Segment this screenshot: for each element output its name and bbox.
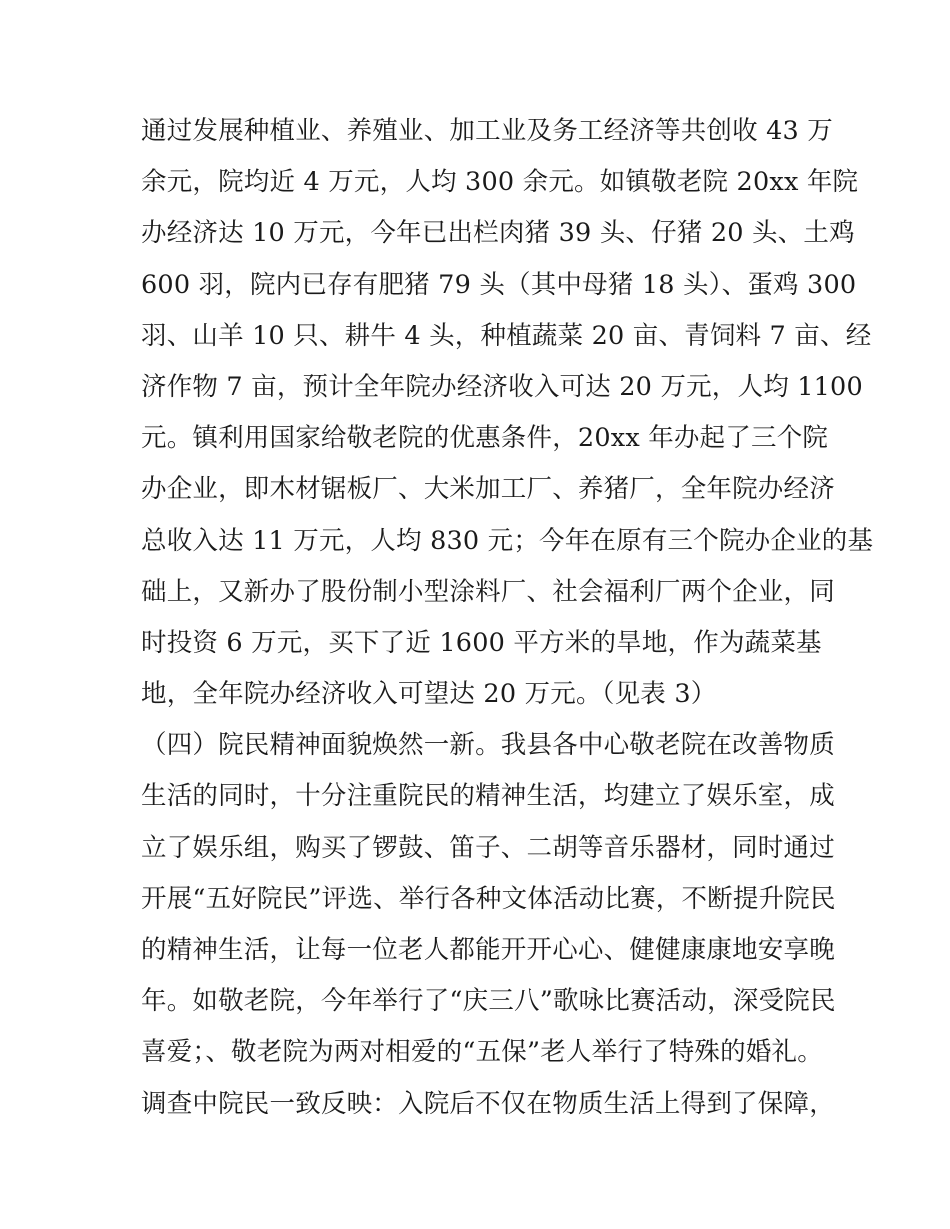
text-line: 办经济达 10 万元，今年已出栏肉猪 39 头、仔猪 20 头、土鸡 (141, 218, 855, 249)
text-line: 础上，又新办了股份制小型涂料厂、社会福利厂两个企业，同 (141, 576, 835, 607)
text-line: 调查中院民一致反映：入院后不仅在物质生活上得到了保障， (141, 1088, 835, 1119)
text-line: 办企业，即木材锯板厂、大米加工厂、养猪厂，全年院办经济 (141, 474, 835, 505)
text-line: 年。如敬老院，今年举行了“庆三八”歌咏比赛活动，深受院民 (141, 986, 836, 1017)
text-line: 羽、山羊 10 只、耕牛 4 头，种植蔬菜 20 亩、青饲料 7 亩、经 (141, 320, 872, 351)
text-line: 立了娱乐组，购买了锣鼓、笛子、二胡等音乐器材，同时通过 (141, 832, 835, 863)
text-line: 总收入达 11 万元，人均 830 元；今年在原有三个院办企业的基 (141, 525, 874, 556)
text-line: 余元，院均近 4 万元，人均 300 余元。如镇敬老院 20xx 年院 (141, 167, 859, 198)
section-heading-line: （四）院民精神面貌焕然一新。我县各中心敬老院在改善物质 (141, 730, 835, 761)
body-text (141, 106, 874, 1130)
text-line: 时投资 6 万元，买下了近 1600 平方米的旱地，作为蔬菜基 (141, 627, 822, 658)
text-line: 元。镇利用国家给敬老院的优惠条件，20xx 年办起了三个院 (141, 423, 829, 454)
text-line: 通过发展种植业、养殖业、加工业及务工经济等共创收 43 万 (141, 116, 833, 146)
text-line: 的精神生活，让每一位老人都能开开心心、健健康康地安享晚 (141, 935, 835, 965)
text-line: 济作物 7 亩，预计全年院办经济收入可达 20 万元，人均 1100 (141, 371, 863, 402)
text-line: 地，全年院办经济收入可望达 20 万元。（见表 3） (141, 679, 717, 710)
text-line: 生活的同时，十分注重院民的精神生活，均建立了娱乐室，成 (141, 781, 835, 812)
text-line: 开展“五好院民”评选、举行各种文体活动比赛，不断提升院民 (141, 883, 836, 914)
text-line: 喜爱；、敬老院为两对相爱的“五保”老人举行了特殊的婚礼。 (141, 1037, 823, 1068)
text-line: 600 羽，院内已存有肥猪 79 头（其中母猪 18 头）、蛋鸡 300 (141, 269, 857, 300)
